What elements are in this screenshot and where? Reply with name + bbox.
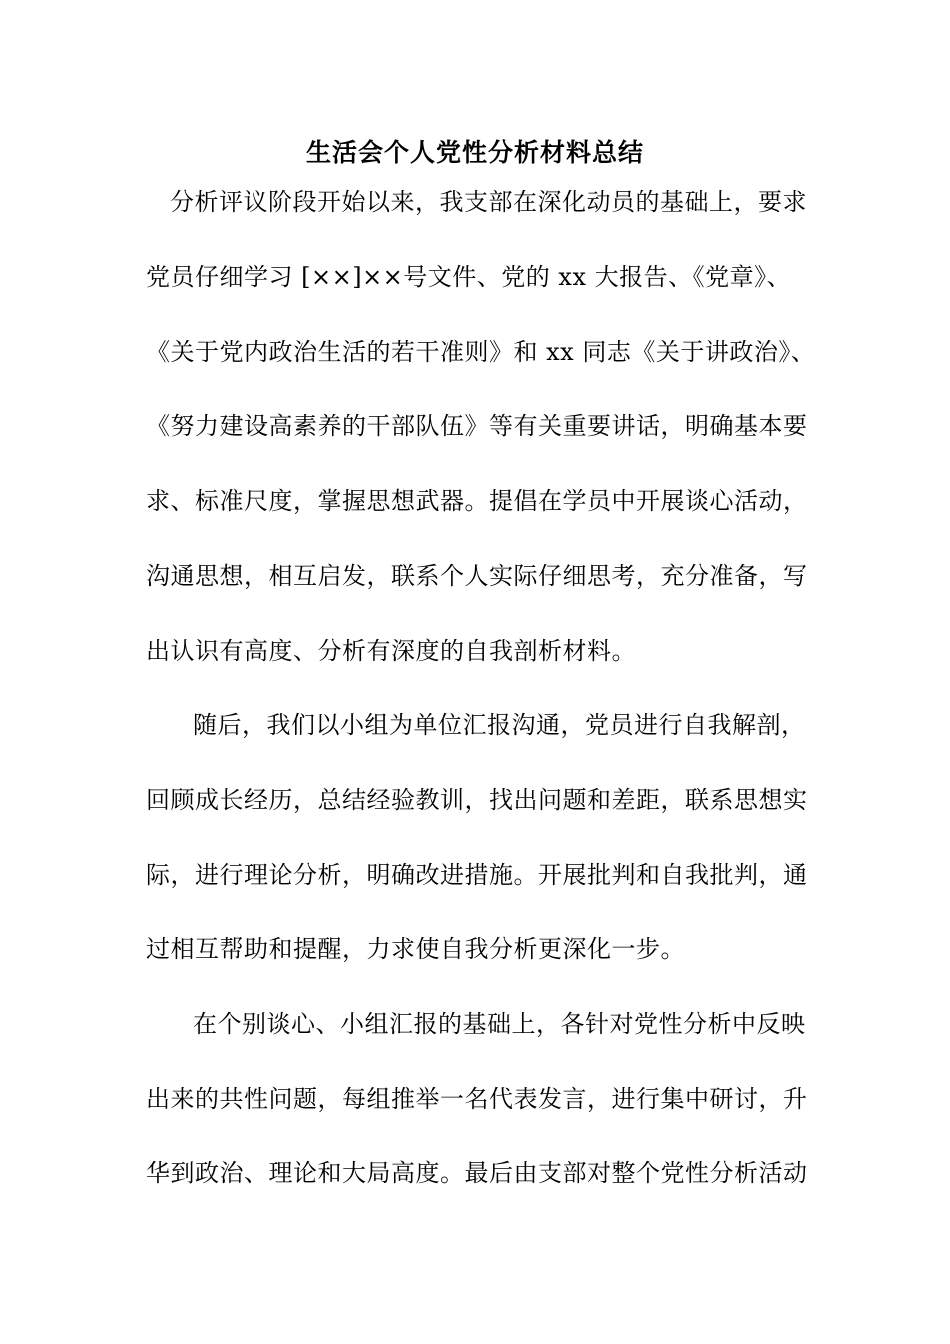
text-line: 《关于党内政治生活的若干准则》和 xx 同志《关于讲政治》、 — [146, 338, 816, 366]
text-line: 出认识有高度、分析有深度的自我剖析材料。 — [146, 637, 636, 665]
text-line: 沟通思想，相互启发，联系个人实际仔细思考，充分准备，写 — [146, 562, 808, 590]
text-line: 随后，我们以小组为单位汇报沟通，党员进行自我解剖， — [193, 711, 806, 739]
text-line: 求、标准尺度，掌握思想武器。提倡在学员中开展谈心活动， — [146, 487, 808, 515]
text-line: 分析评议阶段开始以来，我支部在深化动员的基础上，要求 — [170, 188, 807, 216]
text-line: 党员仔细学习 [××]××号文件、党的 xx 大报告、《党章》、 — [146, 263, 792, 291]
text-line: 过相互帮助和提醒，力求使自我分析更深化一步。 — [146, 935, 685, 963]
text-line: 回顾成长经历，总结经验教训，找出问题和差距，联系思想实 — [146, 786, 808, 814]
document-title: 生活会个人党性分析材料总结 — [305, 138, 644, 167]
text-line: 《努力建设高素养的干部队伍》等有关重要讲话，明确基本要 — [146, 412, 808, 440]
text-line: 际，进行理论分析，明确改进措施。开展批判和自我批判，通 — [146, 861, 808, 889]
text-line: 出来的共性问题，每组推举一名代表发言，进行集中研讨，升 — [146, 1085, 808, 1113]
text-line: 在个别谈心、小组汇报的基础上，各针对党性分析中反映 — [193, 1010, 806, 1038]
text-line: 华到政治、理论和大局高度。最后由支部对整个党性分析活动 — [146, 1159, 808, 1187]
